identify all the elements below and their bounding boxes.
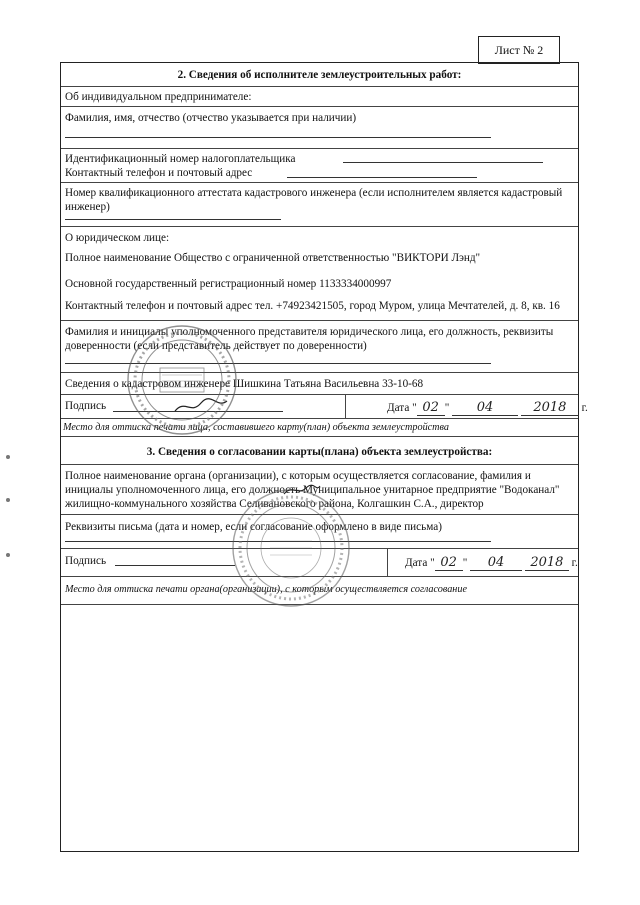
contact-label: Контактный телефон и почтовый адрес: [65, 167, 253, 179]
section3-title-row: [61, 437, 578, 465]
date-day: 02: [417, 401, 445, 416]
ogrn-value: 1133334000997: [319, 278, 392, 290]
full-name-field: [65, 251, 480, 265]
legal-entity-block: [61, 227, 578, 321]
date-label: Дата: [387, 402, 410, 414]
margin-mark: [6, 498, 10, 502]
stamp-place-label: Место для оттиска печати лица, составившего карту(план) объекта землеустройства: [63, 422, 449, 433]
full-name-value: Общество с ограниченной ответственностью "ВИКТОРИ Лэнд": [174, 252, 481, 264]
section3-title: 3. Сведения о согласовании карты(плана) объекта землеустройства:: [146, 446, 493, 458]
approval-handwritten-signature: [282, 482, 322, 498]
approval-signature-divider: [387, 549, 388, 577]
cert-row: [61, 183, 578, 227]
org-text: Полное наименование органа (организации), с которым осуществляется согласование, фамилия и инициалы уполномоченного лица, его должность Муниципальное унитарное предприятие "Водоканал" жилищно-коммунального хозяйства Селивановского района, Колгашкин С.А., директор: [65, 470, 560, 510]
inn-line: [343, 162, 543, 163]
form-frame: [60, 62, 588, 852]
section2-title-row: [61, 63, 578, 87]
legal-contact-field: [65, 299, 560, 313]
margin-mark: [6, 455, 10, 459]
approval-date-month: 04: [470, 556, 522, 571]
date-suffix: г.: [581, 402, 588, 414]
engineer-value: Шишкина Татьяна Васильевна 33-10-68: [232, 378, 424, 390]
signature-divider: [345, 395, 346, 419]
date-field: Дата " 02 " 04 2018 г.: [387, 400, 588, 415]
engineer-field: [65, 377, 423, 391]
approval-date-field: Дата " 02 " 04 2018 г.: [405, 555, 578, 570]
representative-label: Фамилия и инициалы уполномоченного представителя юридического лица, его должность, реквизиты доверенности (если представитель действует по доверенности): [65, 326, 554, 352]
approval-stamp-place-label: Место для оттиска печати органа(организации), с которым осуществляется согласование: [65, 584, 467, 595]
approval-date-day: 02: [435, 556, 463, 571]
cadastral-engineer-seal-icon: [122, 320, 242, 440]
approval-signature-label: Подпись: [65, 555, 107, 567]
cert-line: [65, 219, 281, 220]
contact-line: [287, 177, 477, 178]
approval-date-label: Дата: [405, 557, 428, 569]
full-name-label: Полное наименование: [65, 252, 172, 264]
approval-date-suffix: г.: [571, 557, 578, 569]
approval-date-year: 2018: [525, 556, 569, 571]
signature-label: Подпись: [65, 400, 107, 412]
legal-contact-label: Контактный телефон и почтовый адрес: [65, 300, 253, 312]
individual-header-row: [61, 87, 578, 107]
legal-contact-value: тел. +74923421505, город Муром, улица Мечтателей, д. 8, кв. 16: [255, 300, 560, 312]
date-month: 04: [452, 401, 518, 416]
sheet-number: Лист № 2: [478, 36, 560, 64]
margin-mark: [6, 553, 10, 557]
ogrn-field: [65, 277, 391, 291]
fio-line: [65, 137, 491, 138]
engineer-label: Сведения о кадастровом инженере: [65, 378, 231, 390]
letter-label: Реквизиты письма (дата и номер, если согласование оформлено в виде письма): [65, 521, 442, 533]
section2-title: 2. Сведения об исполнителе землеустроительных работ:: [177, 69, 462, 81]
inn-label: Идентификационный номер налогоплательщика: [65, 153, 296, 165]
fio-row: [61, 107, 578, 149]
fio-label: Фамилия, имя, отчество (отчество указывается при наличии): [65, 112, 357, 124]
ogrn-label: Основной государственный регистрационный номер: [65, 278, 317, 290]
cert-label: Номер квалификационного аттестата кадастрового инженера (если исполнителем является кадастровый инженер): [65, 187, 563, 213]
approval-signature-line: [115, 565, 235, 566]
organization-seal-icon: [226, 483, 356, 613]
blank-area: [61, 605, 578, 851]
inn-row: [61, 149, 578, 183]
legal-header: О юридическом лице:: [65, 232, 170, 244]
date-year: 2018: [521, 401, 579, 416]
individual-header: Об индивидуальном предпринимателе:: [65, 91, 252, 103]
